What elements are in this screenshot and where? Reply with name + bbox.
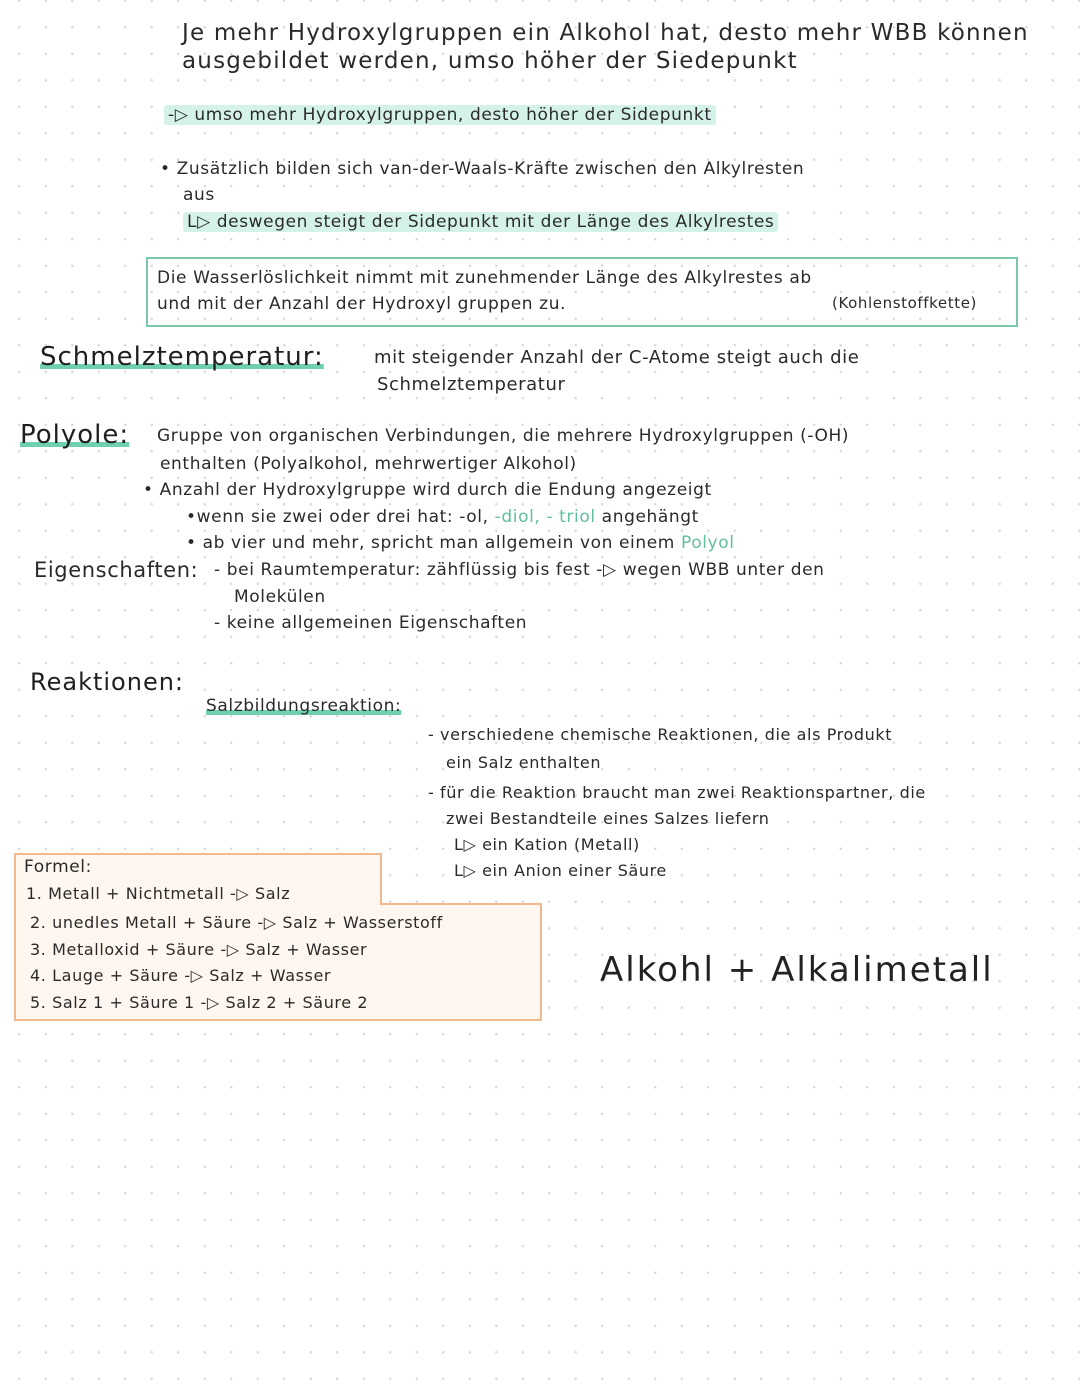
formel-item-3: 3. Metalloxid + Säure -▷ Salz + Wasser [30, 940, 368, 959]
eigenschaften-line-1: - bei Raumtemperatur: zähflüssig bis fest -▷ wegen WBB unter den [214, 560, 825, 580]
solubility-note: (Kohlenstoffkette) [832, 294, 977, 312]
solubility-line-1: Die Wasserlöslichkeit nimmt mit zunehmender Länge des Alkylrestes ab [157, 268, 812, 288]
intro-consequence-highlight: L▷ deswegen steigt der Sidepunkt mit der Länge des Alkylrestes [183, 212, 778, 232]
polyole-line-2: enthalten (Polyalkohol, mehrwertiger Alkohol) [160, 454, 577, 474]
polyole-sub-1-suffix: angehängt [601, 507, 699, 527]
polyole-sub-2-polyol: Polyol [680, 533, 735, 553]
eigenschaften-heading: Eigenschaften: [34, 558, 199, 582]
eigenschaften-line-2: Molekülen [234, 587, 326, 607]
polyole-line-1: Gruppe von organischen Verbindungen, die mehrere Hydroxylgruppen (-OH) [157, 426, 850, 446]
intro-consequence [183, 212, 778, 232]
formel-heading: Formel: [24, 857, 92, 877]
reaktionen-desc-1: - verschiedene chemische Reaktionen, die als Produkt [428, 725, 893, 744]
melting-line-2: Schmelztemperatur [377, 374, 566, 395]
melting-heading: Schmelztemperatur: [40, 342, 324, 372]
reaktionen-desc-6: L▷ ein Anion einer Säure [454, 861, 667, 880]
intro-arrow-line [164, 105, 716, 125]
intro-line-1: Je mehr Hydroxylgruppen ein Alkohol hat, desto mehr WBB können [182, 20, 1029, 46]
solubility-line-2: und mit der Anzahl der Hydroxyl gruppen zu. [157, 294, 567, 314]
eigenschaften-line-3: - keine allgemeinen Eigenschaften [214, 613, 528, 633]
intro-bullet-line-1: • Zusätzlich bilden sich van-der-Waals-Kräfte zwischen den Alkylresten [160, 159, 805, 179]
polyole-sub-1-endings: -diol, - triol [494, 507, 596, 527]
reaktionen-heading: Reaktionen: [30, 668, 185, 696]
reaktionen-desc-3: - für die Reaktion braucht man zwei Reaktionspartner, die [428, 783, 926, 802]
formel-item-1: 1. Metall + Nichtmetall -▷ Salz [26, 884, 291, 903]
intro-line-2: ausgebildet werden, umso höher der Siedepunkt [182, 48, 798, 74]
formel-item-5: 5. Salz 1 + Säure 1 -▷ Salz 2 + Säure 2 [30, 993, 369, 1012]
polyole-sub-2 [186, 533, 735, 553]
intro-bullet-line-2: aus [183, 185, 215, 205]
polyole-sub-1 [186, 507, 699, 527]
formel-item-4: 4. Lauge + Säure -▷ Salz + Wasser [30, 966, 332, 985]
formel-box-step [380, 903, 542, 907]
polyole-sub-1-prefix: •wenn sie zwei oder drei hat: -ol, [186, 507, 489, 527]
intro-arrow-highlight: -▷ umso mehr Hydroxylgruppen, desto höher der Sidepunkt [164, 105, 716, 125]
reaktionen-desc-4: zwei Bestandteile eines Salzes liefern [446, 809, 770, 828]
reaktionen-desc-5: L▷ ein Kation (Metall) [454, 835, 640, 854]
salzbildung-heading: Salzbildungsreaktion: [206, 696, 402, 716]
reaktionen-desc-2: ein Salz enthalten [446, 753, 602, 772]
melting-line-1: mit steigender Anzahl der C-Atome steigt auch die [374, 347, 860, 368]
polyole-heading: Polyole: [20, 420, 130, 450]
polyole-bullet: • Anzahl der Hydroxylgruppe wird durch die Endung angezeigt [143, 480, 712, 500]
polyole-sub-2-prefix: • ab vier und mehr, spricht man allgemein von einem [186, 533, 675, 553]
side-note: Alkohl + Alkalimetall [600, 950, 994, 990]
formel-item-2: 2. unedles Metall + Säure -▷ Salz + Wasserstoff [30, 913, 443, 932]
